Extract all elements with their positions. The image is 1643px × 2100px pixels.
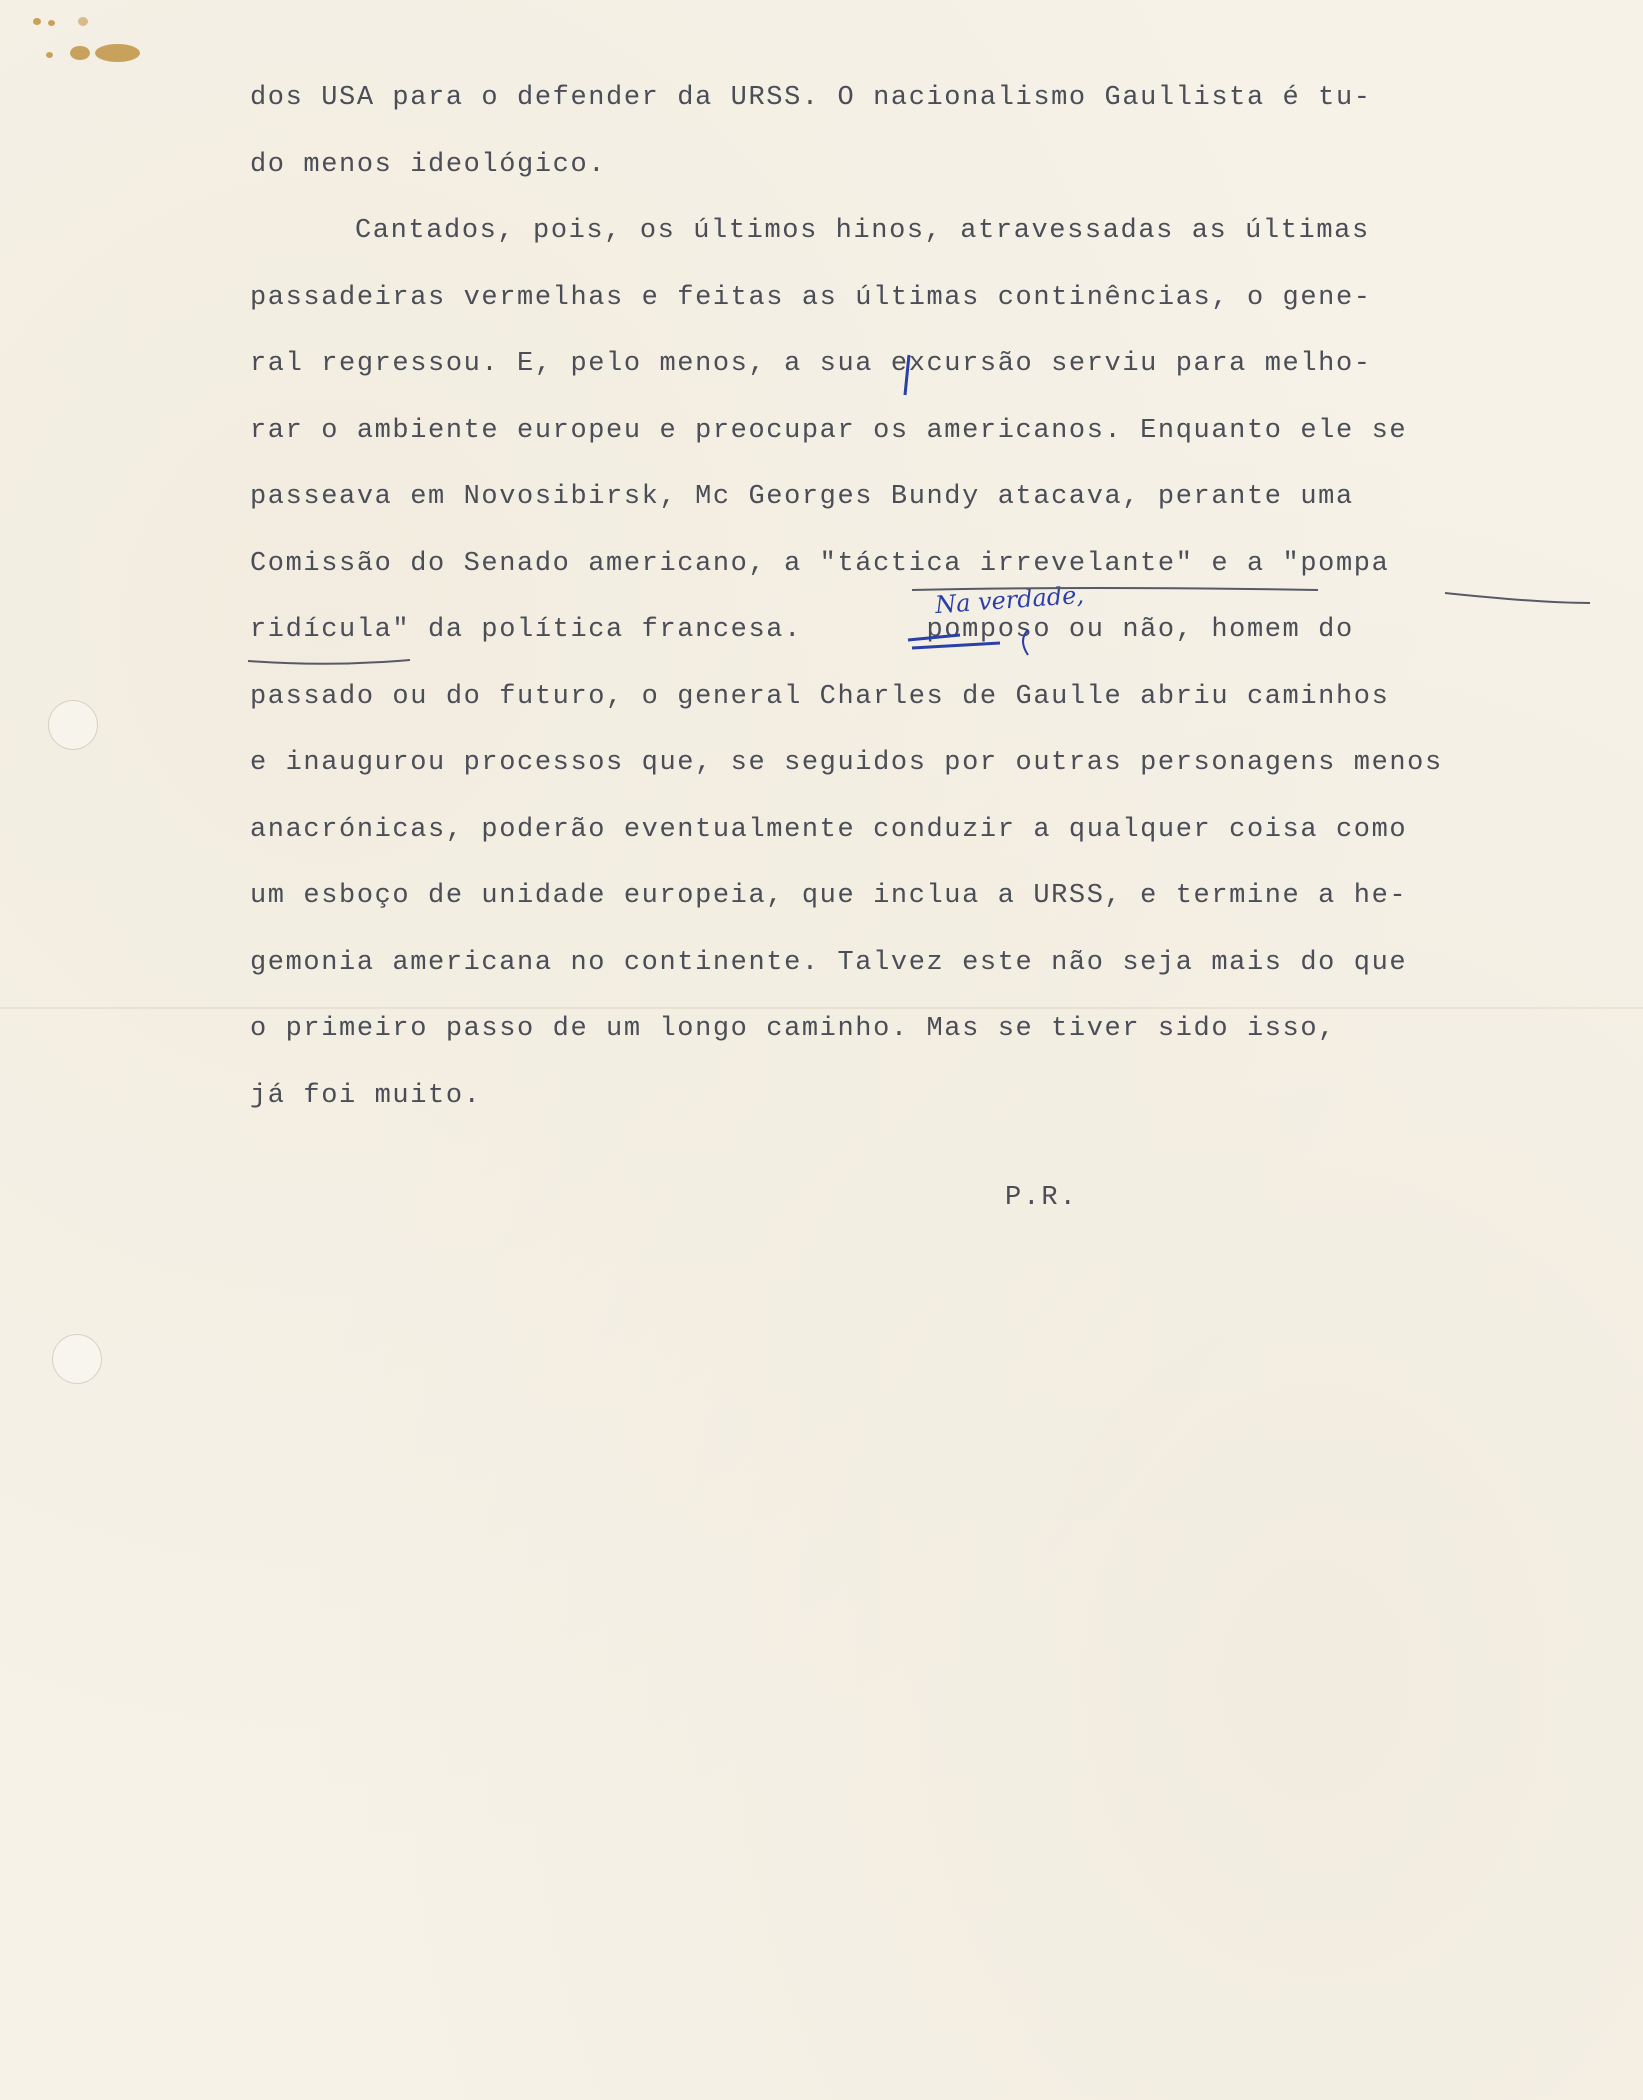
ink-stain xyxy=(46,52,53,58)
text-line: e inaugurou processos que, se seguidos por outras personagens menos xyxy=(250,748,1443,778)
ink-stain xyxy=(95,44,140,62)
text-line: um esboço de unidade europeia, que inclua a URSS, e termine a he- xyxy=(250,881,1408,911)
ink-stain xyxy=(78,17,88,26)
text-line: Comissão do Senado americano, a "táctica irrevelante" e a "pompa xyxy=(250,548,1390,579)
text-line: do menos ideológico. xyxy=(250,149,607,180)
text-line: rar o ambiente europeu e preocupar os americanos. Enquanto ele se xyxy=(250,415,1408,446)
text-line: dos USA para o defender da URSS. O nacionalismo Gaullista é tu- xyxy=(250,83,1372,113)
punch-hole xyxy=(52,1334,102,1384)
ink-stain xyxy=(48,20,55,26)
text-line: anacrónicas, poderão eventualmente conduzir a qualquer coisa como xyxy=(250,814,1408,845)
signature-initials: P.R. xyxy=(1005,1183,1078,1213)
text-line: ridícula" da política francesa. pomposo ou não, homem do xyxy=(250,615,1354,645)
handwritten-annotation: Na verdade, xyxy=(934,580,1085,620)
text-line: ral regressou. E, pelo menos, a sua excursão serviu para melho- xyxy=(250,349,1372,379)
text-line: já foi muito. xyxy=(250,1080,482,1111)
text-line: passadeiras vermelhas e feitas as últimas continências, o gene- xyxy=(250,282,1372,313)
text-line: gemonia americana no continente. Talvez este não seja mais do que xyxy=(250,947,1408,978)
text-line: Cantados, pois, os últimos hinos, atravessadas as últimas xyxy=(355,216,1370,246)
text-line: passeava em Novosibirsk, Mc Georges Bundy atacava, perante uma xyxy=(250,482,1354,512)
ink-stain xyxy=(33,18,41,25)
ink-stain xyxy=(70,46,90,60)
punch-hole xyxy=(48,700,98,750)
text-line: passado ou do futuro, o general Charles de Gaulle abriu caminhos xyxy=(250,681,1390,712)
text-line: o primeiro passo de um longo caminho. Mas se tiver sido isso, xyxy=(250,1014,1336,1044)
